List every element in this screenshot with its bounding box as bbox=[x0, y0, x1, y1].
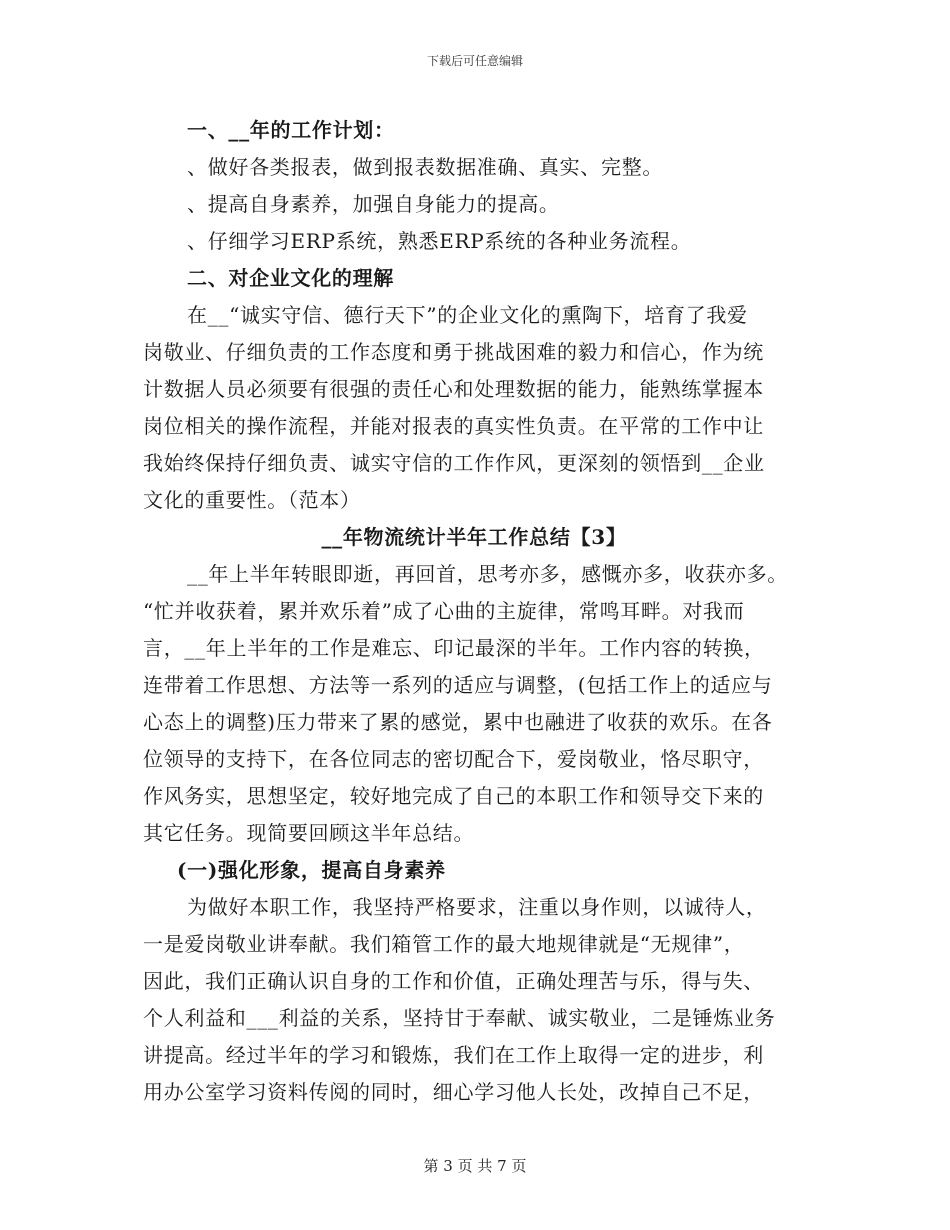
text-line: 一是爱岗敬业讲奉献。我们箱管工作的最大地规律就是“无规律”， bbox=[143, 932, 745, 956]
page-footer: 第 3 页 共 7 页 bbox=[423, 1157, 527, 1175]
document-body bbox=[143, 112, 805, 1111]
document-title: __年物流统计半年工作总结【3】 bbox=[321, 525, 627, 549]
text-line: 岗位相关的操作流程，并能对报表的真实性负责。在平常的工作中让 bbox=[143, 414, 764, 438]
text-line: 心态上的调整)压力带来了累的感觉，累中也融进了收获的欢乐。在各 bbox=[143, 710, 773, 734]
text-line: 个人利益和___利益的关系，坚持甘于奉献、诚实敬业，二是锤炼业务 bbox=[143, 1006, 776, 1030]
text-line: 计数据人员必须要有很强的责任心和处理数据的能力，能熟练掌握本 bbox=[143, 377, 764, 401]
text-line: 我始终保持仔细负责、诚实守信的工作作风，更深刻的领悟到__企业 bbox=[143, 451, 765, 475]
section-heading: 二、对企业文化的理解 bbox=[187, 266, 394, 290]
subsection-heading: (一)强化形象，提高自身素养 bbox=[177, 858, 446, 882]
page-header: 下载后可任意编辑 bbox=[426, 54, 523, 68]
text-line: 用办公室学习资料传阅的同时，细心学习他人长处，改掉自己不足， bbox=[143, 1080, 764, 1104]
text-line: 讲提高。经过半年的学习和锻炼，我们在工作上取得一定的进步，利 bbox=[143, 1043, 764, 1067]
text-line: 作风务实，思想坚定，较好地完成了自己的本职工作和领导交下来的 bbox=[143, 784, 764, 808]
text-line: 位领导的支持下，在各位同志的密切配合下，爱岗敬业，恪尽职守， bbox=[143, 747, 764, 771]
text-line: 因此，我们正确认识自身的工作和价值，正确处理苦与乐，得与失、 bbox=[143, 969, 764, 993]
text-line: 连带着工作思想、方法等一系列的适应与调整，(包括工作上的适应与 bbox=[143, 673, 773, 697]
text-line: 岗敬业、仔细负责的工作态度和勇于挑战困难的毅力和信心，作为统 bbox=[143, 340, 764, 364]
text-line: 其它任务。现简要回顾这半年总结。 bbox=[143, 821, 475, 845]
text-line: 、提高自身素养，加强自身能力的提高。 bbox=[187, 192, 560, 216]
paragraph-first-line: 为做好本职工作，我坚持严格要求，注重以身作则，以诚待人， bbox=[187, 895, 767, 919]
paragraph-first-line: __年上半年转眼即逝，再回首，思考亦多，感慨亦多，收获亦多。 bbox=[187, 562, 788, 586]
text-line: 、做好各类报表，做到报表数据准确、真实、完整。 bbox=[187, 155, 664, 179]
text-line: 文化的重要性。（范本） bbox=[143, 488, 361, 512]
paragraph-first-line: 在__“诚实守信、德行天下”的企业文化的熏陶下，培育了我爱 bbox=[187, 303, 748, 327]
text-line: “忙并收获着，累并欢乐着”成了心曲的主旋律，常鸣耳畔。对我而 bbox=[143, 599, 745, 623]
text-line: 、仔细学习ERP系统，熟悉ERP系统的各种业务流程。 bbox=[187, 229, 692, 253]
text-line: 言，__年上半年的工作是难忘、印记最深的半年。工作内容的转换， bbox=[143, 636, 765, 660]
section-heading: 一、__年的工作计划： bbox=[187, 118, 395, 142]
